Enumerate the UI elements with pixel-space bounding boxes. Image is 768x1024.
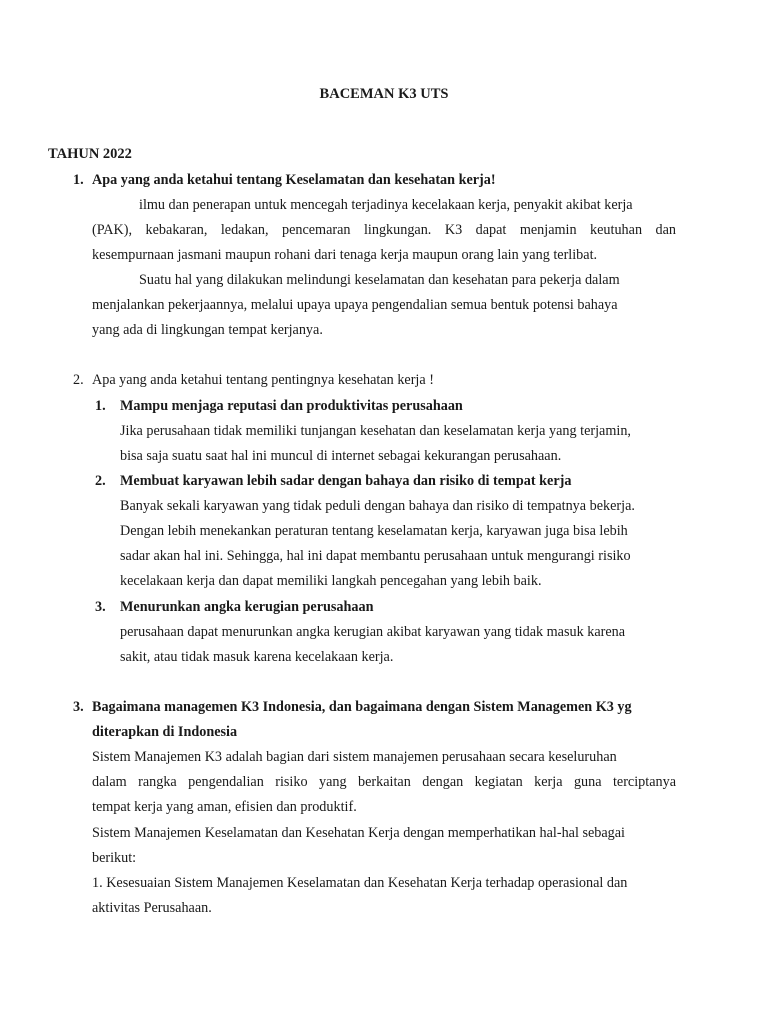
q2-item-title: Mampu menjaga reputasi dan produktivitas perusahaan (120, 398, 463, 414)
q3-question-line: Bagaimana managemen K3 Indonesia, dan bagaimana dengan Sistem Managemen K3 yg (92, 699, 632, 715)
q3-p1-line: dalam rangka pengendalian risiko yang berkaitan dengan kegiatan kerja guna terciptanya (92, 774, 676, 790)
q1-question: Apa yang anda ketahui tentang Keselamatan dan kesehatan kerja! (92, 172, 496, 188)
q2-question: Apa yang anda ketahui tentang pentingnya kesehatan kerja ! (92, 372, 434, 388)
q1-p1-line: kesempurnaan jasmani maupun rohani dari tenaga kerja maupun orang lain yang terlibat. (92, 247, 598, 263)
q3-p3-line: aktivitas Perusahaan. (92, 900, 212, 916)
q3-number: 3. (73, 699, 84, 715)
q2-item-line: sadar akan hal ini. Sehingga, hal ini dapat membantu perusahaan untuk mengurangi risiko (120, 548, 631, 564)
q2-item-line: sakit, atau tidak masuk karena kecelakaan kerja. (120, 649, 394, 665)
q2-item-line: Banyak sekali karyawan yang tidak peduli dengan bahaya dan risiko di tempatnya bekerja. (120, 498, 635, 514)
q3-question-line: diterapkan di Indonesia (92, 724, 238, 740)
q2-item-line: Dengan lebih menekankan peraturan tentang keselamatan kerja, karyawan juga bisa lebih (120, 523, 628, 539)
q3-p1-line: Sistem Manajemen K3 adalah bagian dari sistem manajemen perusahaan secara keseluruhan (92, 749, 617, 765)
q2-item-title: Membuat karyawan lebih sadar dengan bahaya dan risiko di tempat kerja (120, 473, 572, 489)
document-title: BACEMAN K3 UTS (319, 86, 449, 102)
q2-item-line: perusahaan dapat menurunkan angka kerugian akibat karyawan yang tidak masuk karena (120, 624, 626, 640)
q2-item-line: kecelakaan kerja dan dapat memiliki langkah pencegahan yang lebih baik. (120, 573, 542, 589)
q1-number: 1. (73, 172, 84, 188)
q2-item-line: Jika perusahaan tidak memiliki tunjangan kesehatan dan keselamatan kerja yang terjamin, (120, 423, 631, 439)
q3-p3-line: 1. Kesesuaian Sistem Manajemen Keselamatan dan Kesehatan Kerja terhadap operasional dan (92, 875, 628, 891)
q2-item-number: 1. (95, 398, 106, 414)
q1-p1-line: (PAK), kebakaran, ledakan, pencemaran lingkungan. K3 dapat menjamin keutuhan dan (92, 222, 676, 238)
q1-p2-line: yang ada di lingkungan tempat kerjanya. (92, 322, 323, 338)
year-heading: TAHUN 2022 (48, 146, 132, 162)
q2-number: 2. (73, 372, 84, 388)
q3-p2-line: Sistem Manajemen Keselamatan dan Kesehatan Kerja dengan memperhatikan hal-hal sebagai (92, 825, 626, 841)
q2-item-line: bisa saja suatu saat hal ini muncul di internet sebagai kekurangan perusahaan. (120, 448, 562, 464)
q3-p1-line: tempat kerja yang aman, efisien dan produktif. (92, 799, 357, 815)
q2-item-number: 3. (95, 599, 106, 615)
q2-item-title: Menurunkan angka kerugian perusahaan (120, 599, 374, 615)
q2-item-number: 2. (95, 473, 106, 489)
q1-p2-line: menjalankan pekerjaannya, melalui upaya upaya pengendalian semua bentuk potensi bahaya (92, 297, 618, 313)
q1-p2-line: Suatu hal yang dilakukan melindungi keselamatan dan kesehatan para pekerja dalam (139, 272, 620, 288)
q3-p2-line: berikut: (92, 850, 137, 866)
q1-p1-line: ilmu dan penerapan untuk mencegah terjadinya kecelakaan kerja, penyakit akibat kerja (139, 197, 633, 213)
